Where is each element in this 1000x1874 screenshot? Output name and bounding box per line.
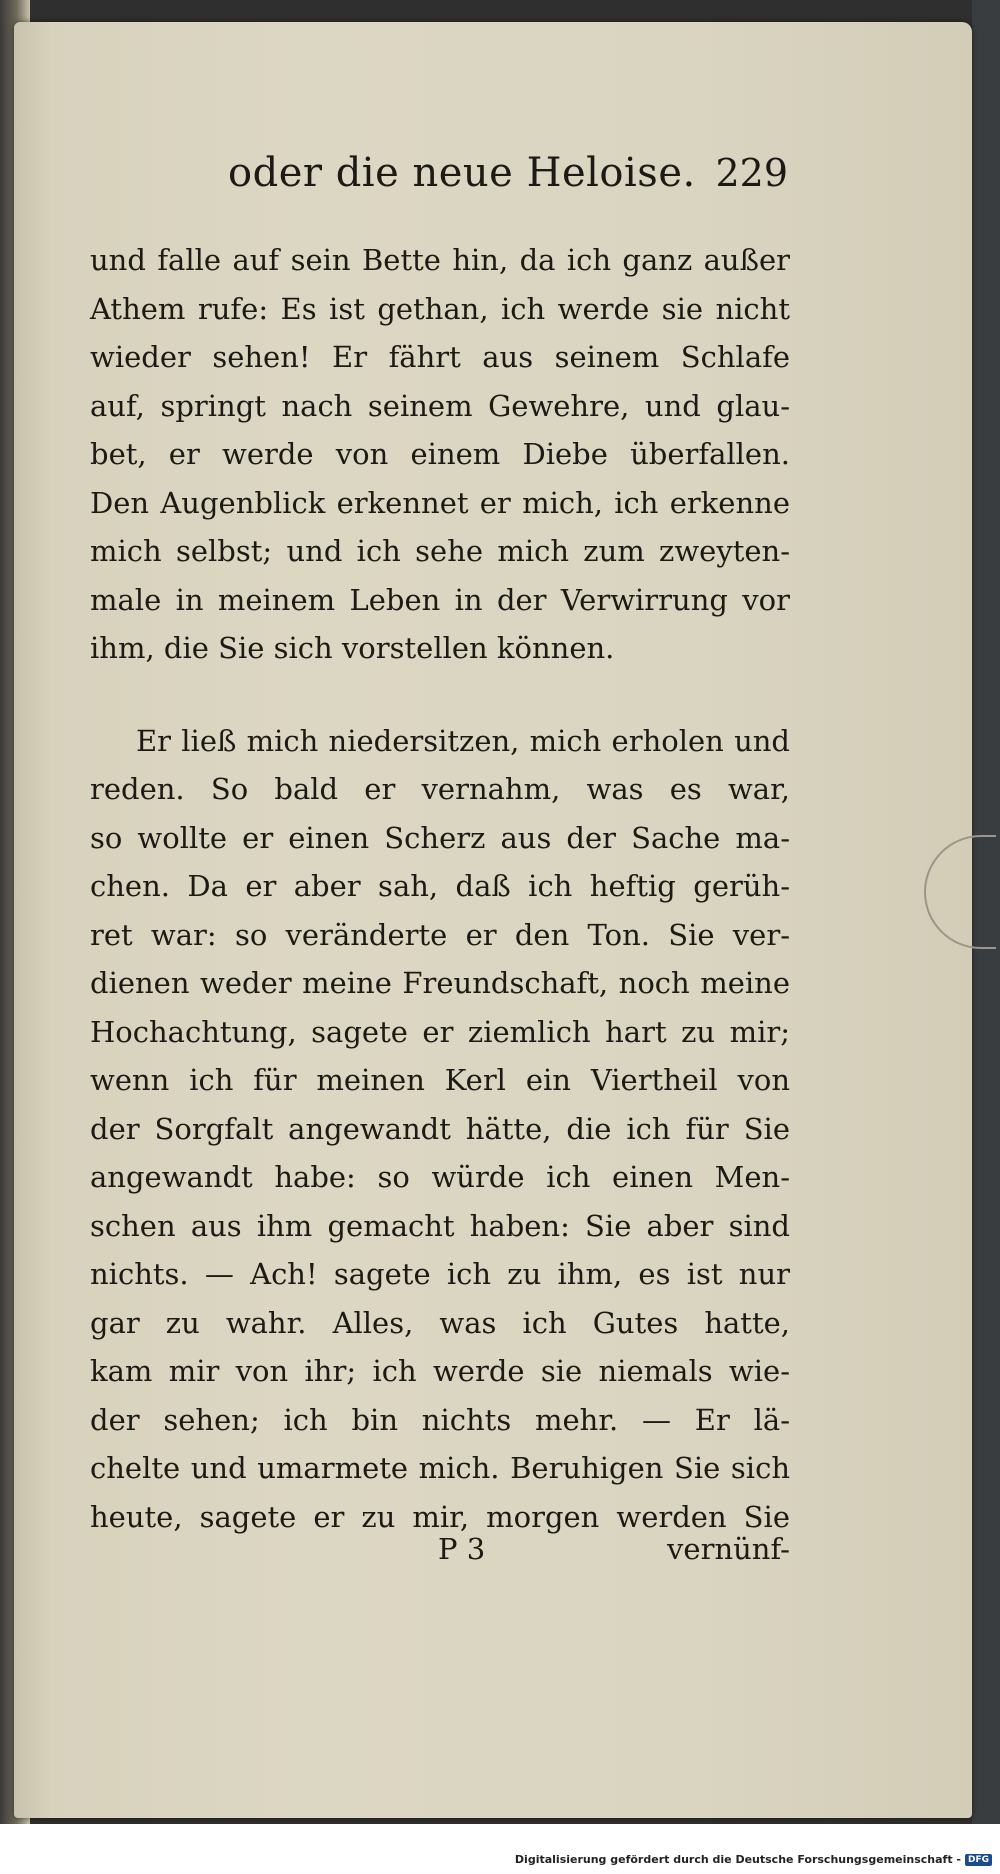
digitization-bar xyxy=(0,1824,1000,1874)
text-line: bet, er werde von einem Diebe überfallen. xyxy=(90,437,790,471)
dfg-logo-icon: DFG xyxy=(965,1854,992,1866)
text-line: kam mir von ihr; ich werde sie niemals wie- xyxy=(90,1354,790,1388)
text-line: Er ließ mich niedersitzen, mich erholen und xyxy=(136,723,790,758)
text-line: reden. So bald er vernahm, was es war, xyxy=(90,772,790,806)
text-line: angewandt habe: so würde ich einen Men- xyxy=(90,1160,790,1194)
text-line: auf, springt nach seinem Gewehre, und glau- xyxy=(90,388,790,423)
text-line: so wollte er einen Scherz aus der Sache ma- xyxy=(90,820,790,855)
digitization-credit xyxy=(515,1853,992,1866)
catchword: vernünf- xyxy=(667,1532,790,1566)
signature-mark: P 3 xyxy=(438,1532,486,1566)
page-footer xyxy=(90,1532,790,1572)
paragraph-gap xyxy=(90,673,790,717)
text-line: chen. Da er aber sah, daß ich heftig gerüh- xyxy=(90,869,790,903)
running-title: oder die neue Heloise. xyxy=(228,150,696,196)
text-line: chelte und umarmete mich. Beruhigen Sie sich xyxy=(90,1451,790,1485)
text-line: schen aus ihm gemacht haben: Sie aber sind xyxy=(90,1208,790,1243)
paragraph-2 xyxy=(90,717,790,1542)
text-line: und falle auf sein Bette hin, da ich ganz außer xyxy=(90,243,790,277)
text-line: nichts. — Ach! sagete ich zu ihm, es ist nur xyxy=(90,1257,790,1291)
text-line: wieder sehen! Er fährt aus seinem Schlafe xyxy=(90,340,790,374)
text-line: der Sorgfalt angewandt hätte, die ich für Sie xyxy=(90,1111,790,1146)
text-line: gar zu wahr. Alles, was ich Gutes hatte, xyxy=(90,1305,790,1340)
text-line: der sehen; ich bin nichts mehr. — Er lä- xyxy=(90,1402,790,1437)
page-header xyxy=(228,150,788,196)
text-line: ihm, die Sie sich vorstellen können. xyxy=(90,631,615,665)
text-line: Den Augenblick erkennet er mich, ich erkenne xyxy=(90,485,790,520)
digitization-credit-text: Digitalisierung gefördert durch die Deutsche Forschungsgemeinschaft - xyxy=(514,1853,961,1866)
text-line: mich selbst; und ich sehe mich zum zweyten- xyxy=(90,534,790,568)
text-line: heute, sagete er zu mir, morgen werden Sie xyxy=(90,1499,790,1534)
text-line: Athem rufe: Es ist gethan, ich werde sie nicht xyxy=(90,291,790,326)
paragraph-1 xyxy=(90,236,790,673)
text-line: male in meinem Leben in der Verwirrung vor xyxy=(90,582,790,617)
text-line: dienen weder meine Freundschaft, noch meine xyxy=(90,966,790,1000)
text-line: wenn ich für meinen Kerl ein Viertheil von xyxy=(90,1063,790,1097)
body-text xyxy=(90,236,790,1541)
text-line: ret war: so veränderte er den Ton. Sie ver- xyxy=(90,917,790,952)
page-number: 229 xyxy=(715,151,788,195)
text-line: Hochachtung, sagete er ziemlich hart zu mir; xyxy=(90,1014,790,1049)
